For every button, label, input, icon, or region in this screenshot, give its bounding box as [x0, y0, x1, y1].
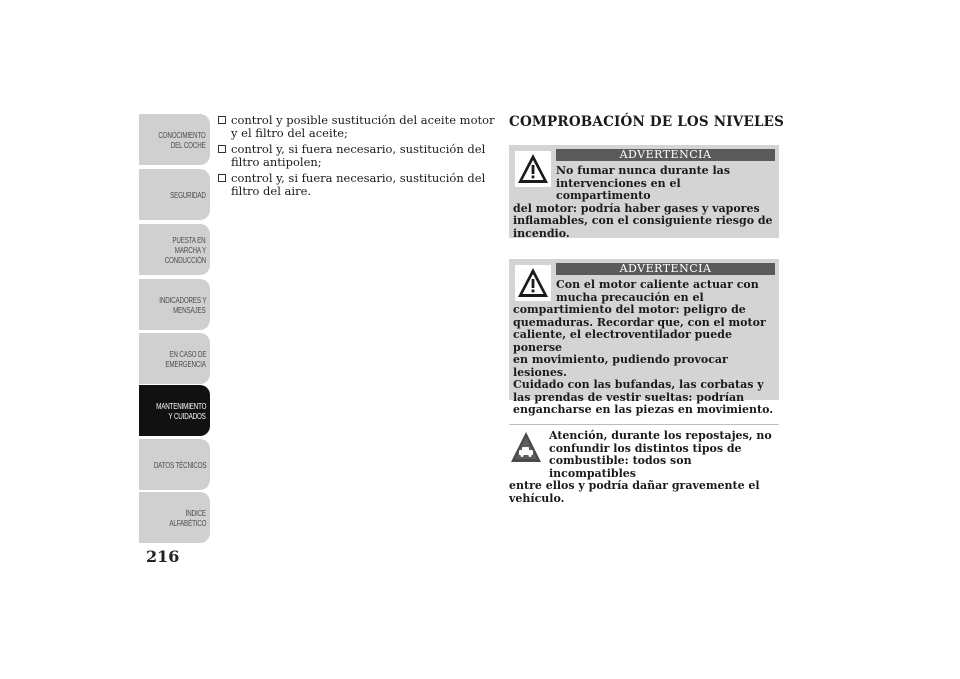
tab-datos-tecnicos[interactable] [139, 439, 210, 490]
warning-line: compartimiento del motor: peligro de [513, 303, 746, 316]
fuel-note [509, 424, 779, 505]
tab-label-line: PUESTA EN [172, 236, 206, 245]
tab-label-line: Y CUIDADOS [168, 412, 206, 421]
tab-indice-alfabetico[interactable] [139, 492, 210, 543]
warning-line: Con el motor caliente actuar con [556, 278, 759, 291]
warning-box [509, 259, 779, 416]
list-item [216, 172, 496, 198]
warning-box [509, 145, 779, 238]
page-number: 216 [146, 547, 180, 566]
note-line: vehículo. [509, 491, 565, 505]
warning-triangle-icon [515, 265, 551, 301]
tab-label-line: CONOCIMIENTO [158, 131, 206, 140]
maintenance-checklist [216, 114, 496, 201]
warning-line: Cuidado con las bufandas, las corbatas y [513, 378, 764, 391]
tab-conocimiento-del-coche[interactable] [139, 114, 210, 165]
tab-label-line: INDICADORES Y [158, 296, 206, 305]
note-line: Atención, durante los repostajes, no [549, 429, 772, 442]
note-line: confundir los distintos tipos de [549, 441, 742, 455]
tab-label-line: EMERGENCIA [165, 360, 206, 369]
tab-label-line: MANTENIMIENTO [155, 402, 206, 411]
tab-puesta-en-marcha[interactable] [139, 224, 210, 275]
fuel-warning-icon [509, 430, 543, 464]
checkbox-bullet-icon [218, 145, 226, 153]
warning-line: en movimiento, pudiendo provocar lesiones. [513, 353, 728, 379]
tab-mantenimiento-y-cuidados[interactable] [139, 385, 210, 436]
checkbox-bullet-icon [218, 116, 226, 124]
warning-text [513, 165, 775, 240]
tab-label-line: ÍNDICE [185, 509, 206, 518]
warning-line: caliente, el electroventilador puede ponerse [513, 328, 732, 354]
warning-triangle-icon [515, 151, 551, 187]
warning-line: engancharse en las piezas en movimiento. [513, 403, 774, 416]
warning-line: intervenciones en el compartimento [556, 176, 681, 202]
tab-label-line: ALFABÉTICO [169, 519, 206, 528]
warning-line: mucha precaución en el [556, 290, 704, 304]
tab-indicadores-y-mensajes[interactable] [139, 279, 210, 330]
tab-label-line: CONDUCCIÓN [164, 256, 206, 265]
warning-line: incendio. [513, 226, 570, 240]
list-item [216, 114, 496, 140]
tab-label-line: MENSAJES [173, 306, 206, 315]
warning-line: del motor: podría haber gases y vapores [513, 201, 760, 215]
warning-line: quemaduras. Recordar que, con el motor [513, 315, 766, 329]
note-line: combustible: todos son incompatibles [549, 454, 692, 480]
warning-line: las prendas de vestir sueltas: podrían [513, 390, 745, 404]
tab-en-caso-de-emergencia[interactable] [139, 333, 210, 384]
warning-line: No fumar nunca durante las [556, 164, 731, 177]
list-item-text: control y, si fuera necesario, sustitución del filtro del aire. [231, 171, 486, 198]
note-line: entre ellos y podría dañar gravemente el [509, 479, 760, 492]
tab-label-line: SEGURIDAD [170, 191, 206, 200]
note-text [509, 430, 779, 505]
checkbox-bullet-icon [218, 174, 226, 182]
warning-text [513, 279, 775, 417]
tab-label-line: DATOS TÉCNICOS [153, 461, 206, 470]
list-item-text: control y posible sustitución del aceite motor y el filtro del aceite; [231, 113, 495, 140]
warning-label: ADVERTENCIA [556, 263, 775, 275]
warning-label: ADVERTENCIA [556, 149, 775, 161]
warning-line: inflamables, con el consiguiente riesgo de [513, 214, 773, 227]
list-item [216, 143, 496, 169]
tab-label-line: EN CASO DE [169, 350, 206, 359]
section-heading: COMPROBACIÓN DE LOS NIVELES [509, 114, 785, 130]
tab-label-line: MARCHA Y [174, 246, 206, 255]
tab-label-line: DEL COCHE [171, 141, 206, 150]
tab-seguridad[interactable] [139, 169, 210, 220]
list-item-text: control y, si fuera necesario, sustitución del filtro antipolen; [231, 142, 486, 169]
